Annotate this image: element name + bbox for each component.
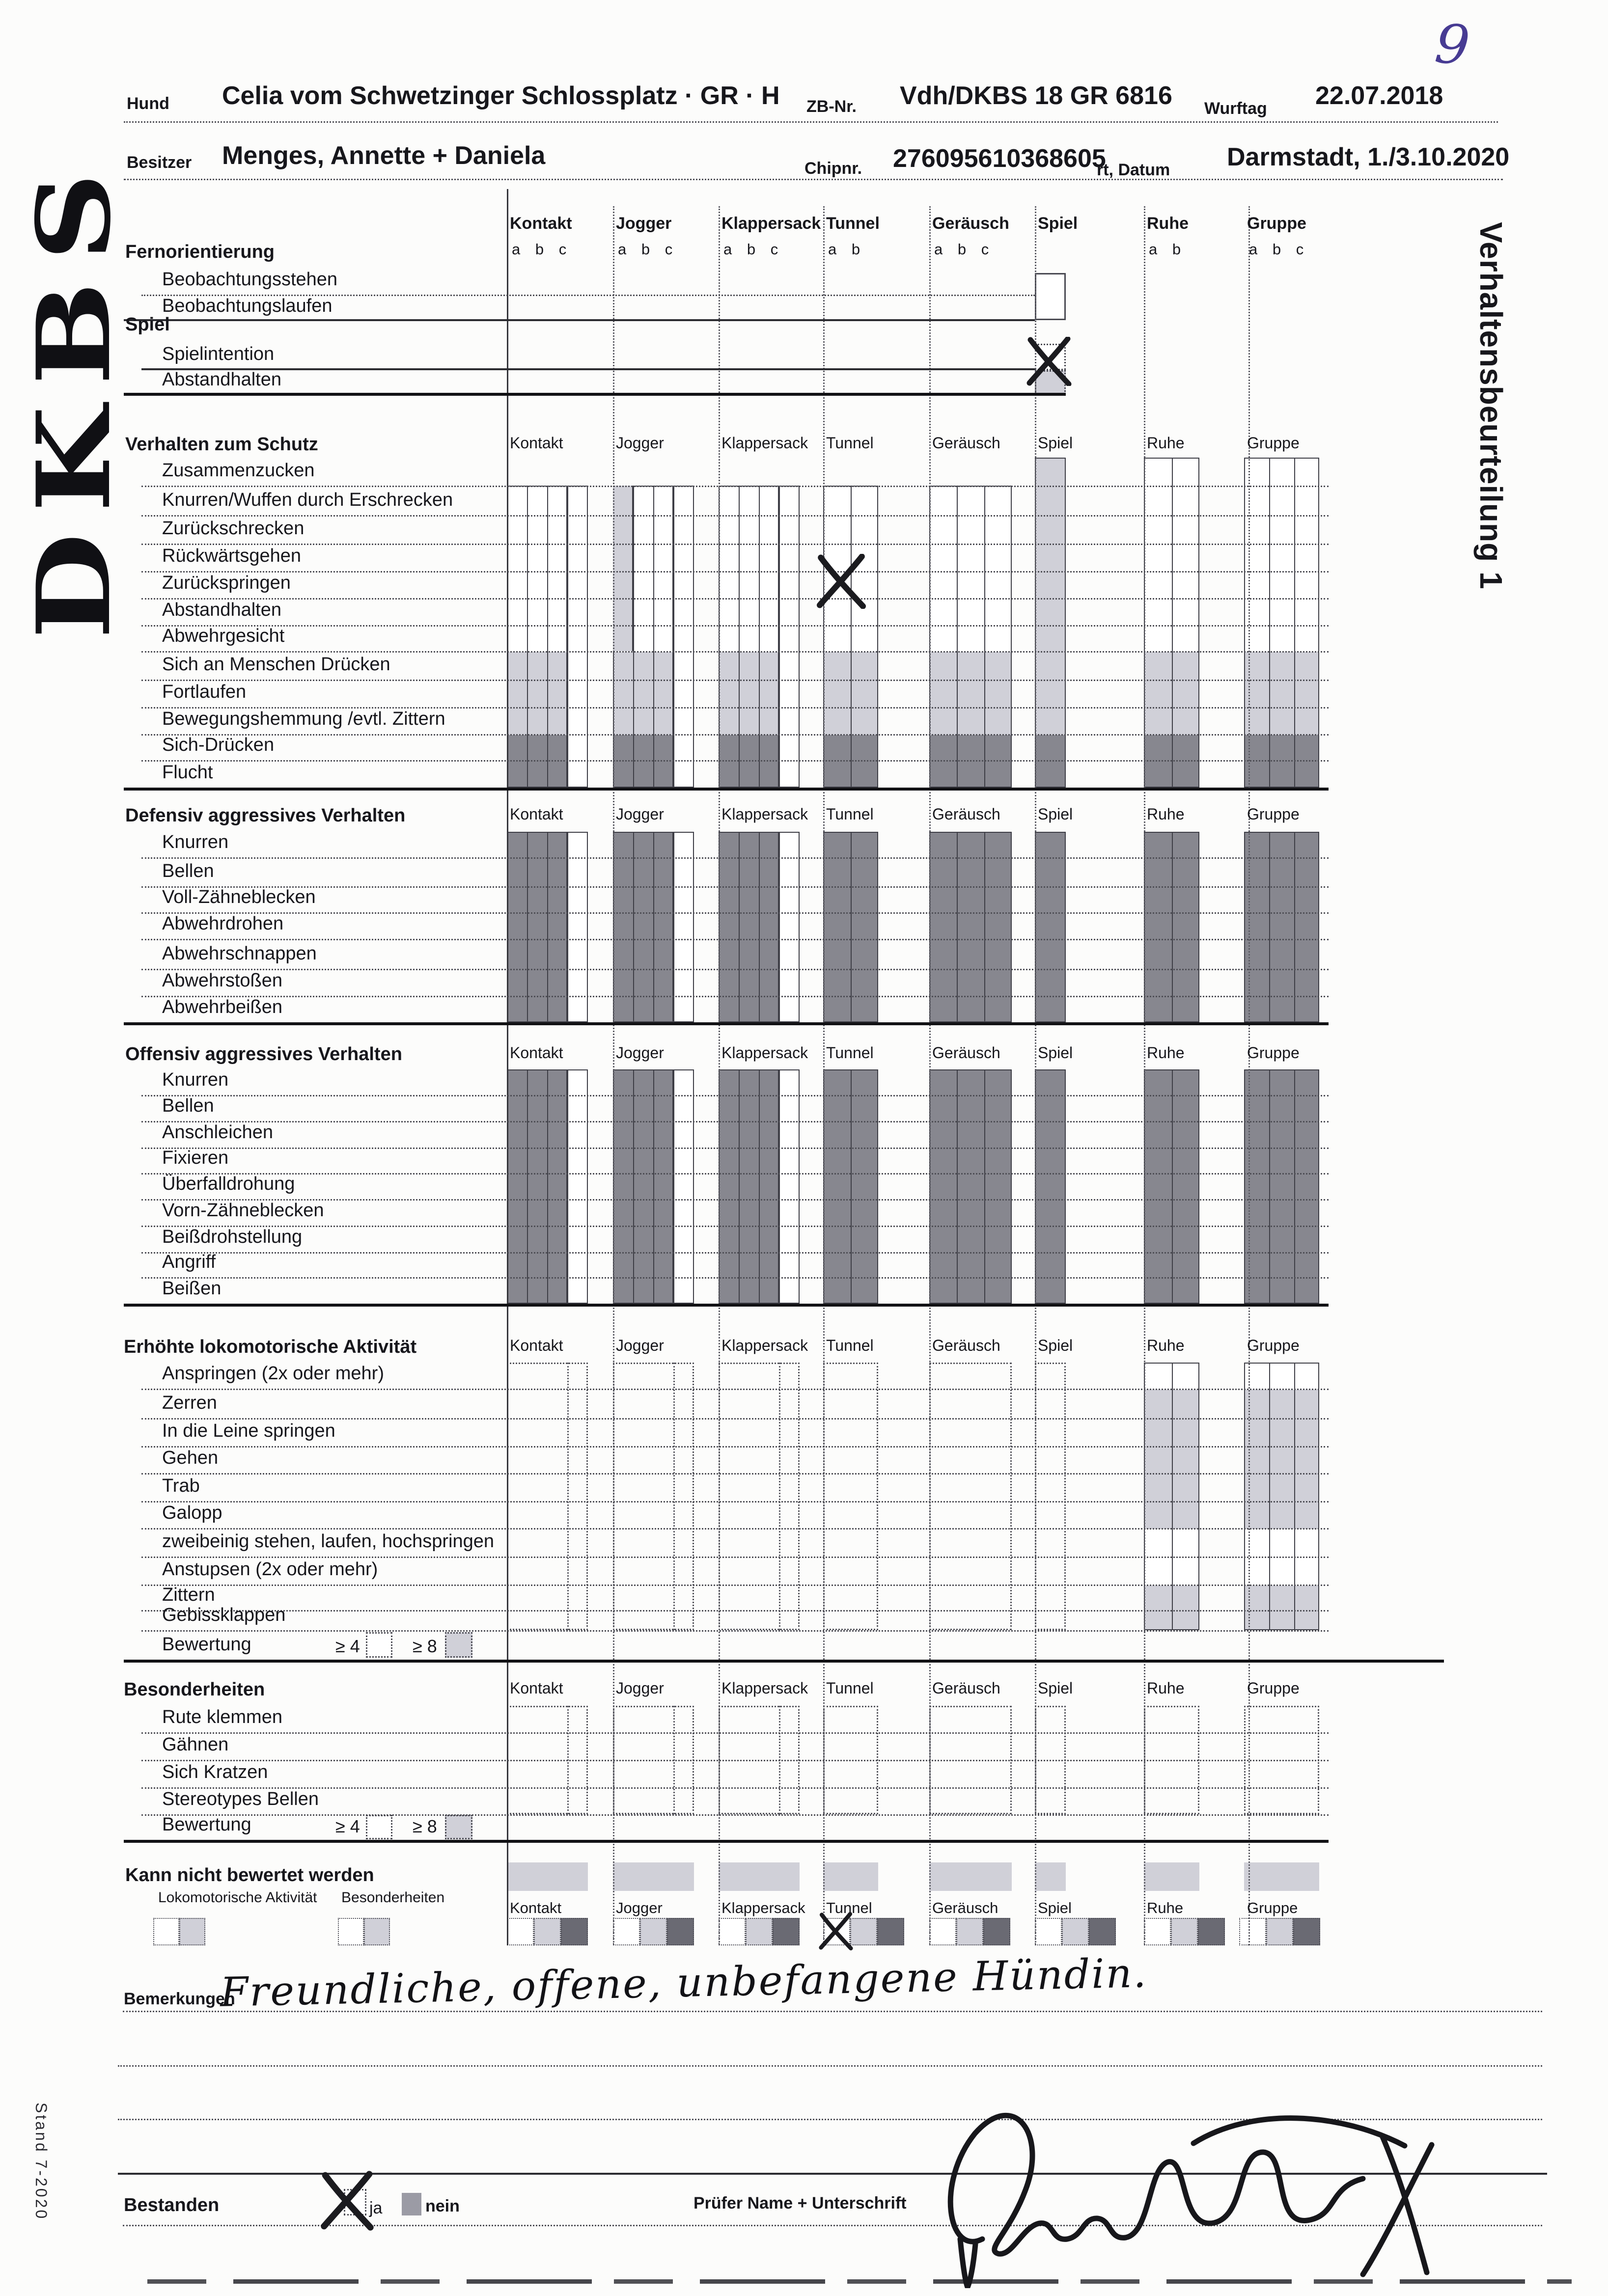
spiel-observation-box[interactable]: [1035, 273, 1066, 320]
rule-line: [124, 1840, 1329, 1843]
handwritten-page-number: 9: [1432, 12, 1472, 78]
knb-block-ruhe: [1144, 1862, 1199, 1891]
grid-offensiv-kontakt-tail[interactable]: [567, 1069, 588, 1304]
row-label: Stereotypes Bellen: [162, 1789, 319, 1809]
caption-geraeusch: Geräusch: [932, 214, 1009, 233]
grid-schutz-geraeusch[interactable]: [929, 486, 1012, 788]
ort-datum-value: Darmstadt, 1./3.10.2020: [1227, 143, 1510, 171]
caption-spiel: Spiel: [1038, 1044, 1073, 1062]
row-label: Vorn-Zähneblecken: [162, 1200, 324, 1221]
bewertung-ge4-box[interactable]: [366, 1632, 392, 1658]
caption-kontakt: Kontakt: [510, 214, 572, 233]
caption-geraeusch: Geräusch: [932, 434, 1000, 452]
threshold-ge8: ≥ 8: [413, 1816, 437, 1836]
row-label: Überfalldrohung: [162, 1174, 295, 1194]
rule-line: [141, 1389, 1329, 1390]
wurftag-value: 22.07.2018: [1315, 82, 1443, 110]
row-label: Zusammenzucken: [162, 460, 315, 481]
grid-offensiv-gruppe[interactable]: [1244, 1069, 1319, 1304]
column-separator: [1144, 206, 1145, 1945]
knb-checkbox-0-a[interactable]: [153, 1918, 179, 1945]
row-label: Sich-Drücken: [162, 735, 275, 755]
grid-offensiv-ruhe[interactable]: [1144, 1069, 1199, 1304]
knb-option-besonderheiten: Besonderheiten: [341, 1889, 445, 1906]
caption-ruhe: Ruhe: [1147, 434, 1185, 452]
caption-spiel: Spiel: [1038, 214, 1078, 233]
letters-ruhe: a b: [1149, 241, 1181, 258]
knb-cell-ruhe-a[interactable]: [1144, 1918, 1171, 1945]
caption-gruppe: Gruppe: [1247, 1337, 1300, 1354]
grid-schutz-klappersack[interactable]: [719, 486, 779, 788]
bemerkungen-handwriting: Freundliche, offene, unbefangene Hündin.: [220, 1950, 1148, 2016]
knb-cell-geraeusch-a[interactable]: [929, 1918, 956, 1945]
x-mark-bestanden-ja: [318, 2164, 376, 2237]
rule-line: [124, 1022, 1329, 1025]
row-label: Spielintention: [162, 344, 275, 364]
knb-block-kontakt: [507, 1862, 588, 1891]
knb-block-gruppe: [1244, 1862, 1319, 1891]
rule-line: [141, 734, 1329, 736]
knb-cell-kontakt-a[interactable]: [507, 1918, 534, 1945]
row-label: Abwehrbeißen: [162, 997, 283, 1017]
row-label: Angriff: [162, 1252, 216, 1272]
caption-ruhe: Ruhe: [1147, 1044, 1185, 1062]
rule-line: [141, 912, 1329, 914]
grid-schutz-gruppe[interactable]: [1244, 458, 1319, 788]
knb-caption-geraeusch: Geräusch: [932, 1899, 998, 1916]
caption-jogger: Jogger: [616, 434, 664, 452]
rule-line: [141, 1226, 1329, 1227]
grid-schutz-jogger-tail[interactable]: [673, 486, 694, 788]
caption-tunnel: Tunnel: [826, 1337, 874, 1354]
caption-gruppe: Gruppe: [1247, 1044, 1300, 1062]
knb-cell-jogger-a[interactable]: [613, 1918, 640, 1945]
x-mark-zurueckspringen-tunnel: [814, 554, 868, 609]
rule-line: [141, 1148, 1329, 1149]
row-label: Knurren: [162, 832, 229, 852]
section-title-offensiv: Offensiv aggressives Verhalten: [125, 1044, 402, 1065]
rule-line: [141, 598, 1329, 600]
row-label: Voll-Zähneblecken: [162, 887, 316, 907]
zbnr-label: ZB-Nr.: [806, 97, 857, 116]
rule-line: [141, 1610, 1329, 1612]
caption-klappersack: Klappersack: [721, 1044, 808, 1062]
section-title-fernorientierung: Fernorientierung: [125, 242, 275, 262]
knb-caption-kontakt: Kontakt: [510, 1899, 562, 1916]
loko-box-klappersack[interactable]: [719, 1363, 800, 1630]
loko-box-spiel[interactable]: [1035, 1363, 1066, 1630]
grid-defensiv-ruhe[interactable]: [1144, 832, 1199, 1022]
rule-line: [141, 1277, 1329, 1279]
section-title-lokomotorisch: Erhöhte lokomotorische Aktivität: [124, 1337, 417, 1357]
loko-box-kontakt[interactable]: [507, 1363, 588, 1630]
row-label: Abwehrschnappen: [162, 943, 317, 964]
row-label: Flucht: [162, 762, 213, 783]
row-label: Gebissklappen: [162, 1605, 286, 1625]
grid-defensiv-geraeusch[interactable]: [929, 832, 1012, 1022]
caption-spiel: Spiel: [1038, 434, 1073, 452]
rule-line: [141, 939, 1329, 940]
knb-cell-spiel-c[interactable]: [1089, 1918, 1116, 1945]
row-label: Knurren: [162, 1069, 229, 1090]
knb-checkbox-1-a[interactable]: [338, 1918, 364, 1945]
grid-defensiv-gruppe[interactable]: [1244, 832, 1319, 1022]
column-separator: [1035, 206, 1036, 1945]
knb-cell-klappersack-c[interactable]: [773, 1918, 800, 1945]
grid-schutz-ruhe[interactable]: [1144, 458, 1199, 788]
caption-kontakt: Kontakt: [510, 434, 563, 452]
caption-gruppe: Gruppe: [1247, 434, 1300, 452]
grid-schutz-kontakt[interactable]: [507, 486, 567, 788]
section-title-defensiv: Defensiv aggressives Verhalten: [125, 805, 406, 826]
row-label: Sich an Menschen Drücken: [162, 654, 390, 675]
rule-line: [141, 680, 1329, 681]
knb-caption-spiel: Spiel: [1038, 1899, 1072, 1916]
rule-line: [124, 121, 1498, 123]
knb-cell-kontakt-b[interactable]: [534, 1918, 561, 1945]
caption-gruppe: Gruppe: [1247, 1679, 1300, 1697]
caption-kontakt: Kontakt: [510, 805, 563, 823]
row-label: Anstupsen (2x oder mehr): [162, 1559, 378, 1580]
column-separator: [613, 206, 614, 1945]
grid-defensiv-kontakt[interactable]: [507, 832, 567, 1022]
letters-tunnel: a b: [828, 241, 860, 258]
letters-jogger: a b c: [618, 241, 673, 258]
knb-cell-spiel-a[interactable]: [1035, 1918, 1062, 1945]
column-separator: [823, 206, 825, 1945]
knb-cell-geraeusch-c[interactable]: [983, 1918, 1010, 1945]
rule-line: [124, 788, 1329, 791]
rule-line: [141, 1473, 1329, 1475]
letters-gruppe: a b c: [1249, 241, 1304, 258]
bestanden-nein-label: nein: [425, 2197, 460, 2215]
section-title-kann-nicht: Kann nicht bewertet werden: [125, 1865, 374, 1886]
grid-schutz-kontakt-tail[interactable]: [567, 486, 588, 788]
rule-line: [141, 625, 1329, 627]
pruefer-signature: [918, 2077, 1503, 2288]
grid-loko-ruhe[interactable]: [1144, 1363, 1199, 1630]
grid-offensiv-geraeusch[interactable]: [929, 1069, 1012, 1304]
grid-defensiv-jogger-tail[interactable]: [673, 832, 694, 1022]
row-label: Abwehrgesicht: [162, 626, 285, 646]
row-label: Anspringen (2x oder mehr): [162, 1363, 384, 1384]
row-label: Rückwärtsgehen: [162, 546, 302, 566]
loko-box-tunnel[interactable]: [823, 1363, 878, 1630]
x-mark-kann-nicht-tunnel: [817, 1910, 855, 1952]
rule-line: [141, 1557, 1329, 1558]
row-label: Gähnen: [162, 1734, 229, 1755]
knb-cell-gruppe-b[interactable]: [1266, 1918, 1293, 1945]
grid-defensiv-spiel[interactable]: [1035, 832, 1066, 1022]
loko-box-divider-jogger: [673, 1363, 675, 1630]
rule-line: [141, 1501, 1329, 1503]
row-label: In die Leine springen: [162, 1421, 335, 1441]
caption-geraeusch: Geräusch: [932, 1337, 1000, 1354]
bewertung-ge8-box[interactable]: [445, 1632, 472, 1658]
knb-cell-gruppe-c[interactable]: [1293, 1918, 1320, 1945]
caption-gruppe: Gruppe: [1247, 214, 1306, 233]
grid-offensiv-tunnel[interactable]: [823, 1069, 878, 1304]
grid-offensiv-spiel[interactable]: [1035, 1069, 1066, 1304]
knb-block-klappersack: [719, 1862, 800, 1891]
knb-cell-gruppe-a[interactable]: [1239, 1918, 1266, 1945]
letters-kontakt: a b c: [512, 241, 567, 258]
rule-line: [141, 760, 1329, 762]
rule-line: [141, 571, 1329, 573]
caption-klappersack: Klappersack: [721, 214, 821, 233]
row-label: Abwehrstoßen: [162, 970, 283, 991]
rule-line: [124, 1304, 1329, 1307]
caption-gruppe: Gruppe: [1247, 805, 1300, 823]
pruefer-label: Prüfer Name + Unterschrift: [693, 2194, 907, 2213]
rule-line: [141, 1418, 1329, 1420]
grid-offensiv-jogger[interactable]: [613, 1069, 673, 1304]
row-label: Gehen: [162, 1448, 219, 1468]
grid-offensiv-klappersack-tail[interactable]: [779, 1069, 800, 1304]
caption-klappersack: Klappersack: [721, 434, 808, 452]
section-title-spiel: Spiel: [125, 314, 170, 335]
grid-defensiv-kontakt-tail[interactable]: [567, 832, 588, 1022]
rule-line: [141, 1446, 1329, 1448]
grid-defensiv-tunnel[interactable]: [823, 832, 878, 1022]
rule-line: [141, 1630, 1329, 1632]
form-side-title: Verhaltensbeurteilung 1: [1473, 222, 1509, 590]
rule-line: [141, 1252, 1329, 1254]
knb-caption-gruppe: Gruppe: [1247, 1899, 1298, 1916]
rule-line: [141, 1585, 1329, 1586]
ort-datum-label: rt, Datum: [1097, 161, 1170, 179]
column-separator: [507, 189, 508, 1945]
caption-geraeusch: Geräusch: [932, 1679, 1000, 1697]
knb-cell-ruhe-c[interactable]: [1198, 1918, 1225, 1945]
besitzer-value: Menges, Annette + Daniela: [222, 141, 546, 170]
row-label: Zerren: [162, 1393, 217, 1413]
section-title-schutz: Verhalten zum Schutz: [125, 434, 318, 455]
row-label: Galopp: [162, 1503, 222, 1523]
caption-ruhe: Ruhe: [1147, 1337, 1185, 1354]
x-mark-spielintention: [1025, 337, 1074, 386]
rule-line: [141, 544, 1329, 545]
knb-block-tunnel: [823, 1862, 878, 1891]
caption-geraeusch: Geräusch: [932, 1044, 1000, 1062]
chipnr-label: Chipnr.: [804, 159, 862, 178]
caption-tunnel: Tunnel: [826, 1679, 874, 1697]
row-label: Fortlaufen: [162, 682, 247, 702]
loko-box-divider-kontakt: [567, 1363, 569, 1630]
row-label: Abwehrdrohen: [162, 913, 284, 934]
row-label: Rute klemmen: [162, 1707, 282, 1727]
loko-box-jogger[interactable]: [613, 1363, 694, 1630]
loko-box-geraeusch[interactable]: [929, 1363, 1012, 1630]
caption-ruhe: Ruhe: [1147, 1679, 1185, 1697]
knb-cell-jogger-c[interactable]: [667, 1918, 694, 1945]
knb-caption-tunnel: Tunnel: [826, 1899, 872, 1916]
zbnr-value: Vdh/DKBS 18 GR 6816: [900, 82, 1172, 110]
wurftag-label: Wurftag: [1204, 99, 1267, 118]
row-label: Abstandhalten: [162, 600, 281, 620]
rule-line: [141, 486, 1329, 487]
rule-line: [141, 969, 1329, 970]
letters-geraeusch: a b c: [934, 241, 989, 258]
rule-line: [141, 1814, 1329, 1816]
threshold-ge4: ≥ 4: [335, 1636, 360, 1656]
hund-label: Hund: [127, 94, 169, 113]
rule-line: [141, 857, 1329, 859]
row-label: Abstandhalten: [162, 369, 281, 390]
rule-line: [141, 996, 1329, 997]
row-label: Bewegungshemmung /evtl. Zittern: [162, 709, 445, 729]
knb-block-jogger: [613, 1862, 694, 1891]
grid-offensiv-kontakt[interactable]: [507, 1069, 567, 1304]
bestanden-label: Bestanden: [124, 2195, 220, 2215]
row-label: Zurückspringen: [162, 573, 291, 593]
caption-jogger: Jogger: [616, 805, 664, 823]
row-label: Beobachtungsstehen: [162, 269, 338, 290]
rule-line: [141, 651, 1329, 653]
grid-schutz-tunnel[interactable]: [823, 486, 878, 788]
knb-cell-klappersack-b[interactable]: [746, 1918, 773, 1945]
bewertung2-ge4-box[interactable]: [366, 1815, 392, 1839]
row-label: Beißen: [162, 1278, 222, 1299]
row-label: Fixieren: [162, 1148, 229, 1168]
rule-line: [141, 515, 1329, 517]
caption-jogger: Jogger: [616, 1679, 664, 1697]
caption-tunnel: Tunnel: [826, 805, 874, 823]
column-separator: [929, 206, 931, 1945]
row-label: Knurren/Wuffen durch Erschrecken: [162, 490, 453, 510]
threshold-ge4: ≥ 4: [335, 1816, 360, 1836]
rule-line: [124, 319, 1035, 321]
grid-defensiv-jogger[interactable]: [613, 832, 673, 1022]
caption-klappersack: Klappersack: [721, 805, 808, 823]
row-label: zweibeinig stehen, laufen, hochspringen: [162, 1531, 495, 1552]
grid-offensiv-jogger-tail[interactable]: [673, 1069, 694, 1304]
grid-defensiv-klappersack[interactable]: [719, 832, 779, 1022]
caption-ruhe: Ruhe: [1147, 805, 1185, 823]
rule-line: [141, 1760, 1329, 1761]
knb-checkbox-0-b[interactable]: [179, 1918, 205, 1945]
row-label: Beißdrohstellung: [162, 1227, 303, 1247]
knb-block-spiel: [1035, 1862, 1066, 1891]
caption-kontakt: Kontakt: [510, 1044, 563, 1062]
caption-kontakt: Kontakt: [510, 1679, 563, 1697]
rule-line: [118, 2065, 1542, 2067]
caption-tunnel: Tunnel: [826, 214, 880, 233]
caption-jogger: Jogger: [616, 1044, 664, 1062]
hund-value: Celia vom Schwetzinger Schlossplatz · GR · H: [222, 82, 780, 110]
dkbs-logo: DKBS: [15, 152, 133, 639]
bewertung-label: Bewertung: [162, 1634, 251, 1655]
rule-line: [141, 1787, 1329, 1789]
knb-caption-ruhe: Ruhe: [1147, 1899, 1184, 1916]
knb-cell-spiel-b[interactable]: [1062, 1918, 1089, 1945]
grid-defensiv-klappersack-tail[interactable]: [779, 832, 800, 1022]
threshold-ge8: ≥ 8: [413, 1636, 437, 1656]
caption-spiel: Spiel: [1038, 805, 1073, 823]
row-label: Anschleichen: [162, 1122, 274, 1143]
knb-caption-klappersack: Klappersack: [721, 1899, 805, 1916]
knb-block-geraeusch: [929, 1862, 1012, 1891]
loko-box-divider-klappersack: [779, 1363, 780, 1630]
bestanden-ja-label: ja: [369, 2199, 383, 2217]
knb-option-lokomotorisch: Lokomotorische Aktivität: [158, 1889, 317, 1906]
knb-cell-klappersack-a[interactable]: [719, 1918, 746, 1945]
grid-schutz-spiel[interactable]: [1035, 458, 1066, 788]
knb-cell-tunnel-c[interactable]: [877, 1918, 904, 1945]
section-title-besonderheiten: Besonderheiten: [124, 1679, 265, 1700]
caption-tunnel: Tunnel: [826, 1044, 874, 1062]
grid-offensiv-klappersack[interactable]: [719, 1069, 779, 1304]
row-label: Zittern: [162, 1585, 215, 1605]
caption-kontakt: Kontakt: [510, 1337, 563, 1354]
rule-line: [141, 1121, 1329, 1122]
caption-jogger: Jogger: [616, 1337, 664, 1354]
knb-cell-geraeusch-b[interactable]: [956, 1918, 983, 1945]
row-label: Zurückschrecken: [162, 518, 305, 539]
rule-line: [124, 1660, 1444, 1663]
caption-klappersack: Klappersack: [721, 1679, 808, 1697]
knb-caption-jogger: Jogger: [616, 1899, 663, 1916]
row-label: Bellen: [162, 1095, 214, 1116]
caption-tunnel: Tunnel: [826, 434, 874, 452]
row-label: Sich Kratzen: [162, 1762, 268, 1782]
knb-checkbox-1-b[interactable]: [364, 1918, 390, 1945]
rule-line: [141, 1095, 1329, 1096]
letters-klappersack: a b c: [723, 241, 778, 258]
bestanden-nein-checkbox[interactable]: [402, 2193, 421, 2215]
rule-line: [141, 1732, 1329, 1734]
rule-line: [124, 179, 1503, 180]
row-label: Trab: [162, 1476, 200, 1496]
bemerkungen-label: Bemerkungen: [124, 1990, 235, 2008]
caption-geraeusch: Geräusch: [932, 805, 1000, 823]
caption-ruhe: Ruhe: [1147, 214, 1189, 233]
row-label: Beobachtungslaufen: [162, 296, 333, 316]
knb-cell-ruhe-b[interactable]: [1171, 1918, 1198, 1945]
rule-line: [124, 393, 1066, 396]
besitzer-label: Besitzer: [127, 153, 192, 172]
knb-cell-jogger-b[interactable]: [640, 1918, 667, 1945]
knb-cell-kontakt-c[interactable]: [561, 1918, 588, 1945]
caption-spiel: Spiel: [1038, 1679, 1073, 1697]
caption-jogger: Jogger: [616, 214, 672, 233]
row-label: Bellen: [162, 861, 214, 881]
rule-line: [141, 1173, 1329, 1175]
grid-schutz-klappersack-tail[interactable]: [779, 486, 800, 788]
grid-loko-gruppe[interactable]: [1244, 1363, 1319, 1630]
column-separator: [719, 206, 720, 1945]
chipnr-value: 276095610368605: [893, 144, 1106, 173]
rule-line: [141, 1528, 1329, 1530]
bewertung-label: Bewertung: [162, 1814, 251, 1835]
rule-line: [141, 886, 1329, 888]
caption-klappersack: Klappersack: [721, 1337, 808, 1354]
caption-spiel: Spiel: [1038, 1337, 1073, 1354]
bewertung2-ge8-box[interactable]: [445, 1815, 472, 1839]
version-note: Stand 7-2020: [32, 2103, 50, 2221]
